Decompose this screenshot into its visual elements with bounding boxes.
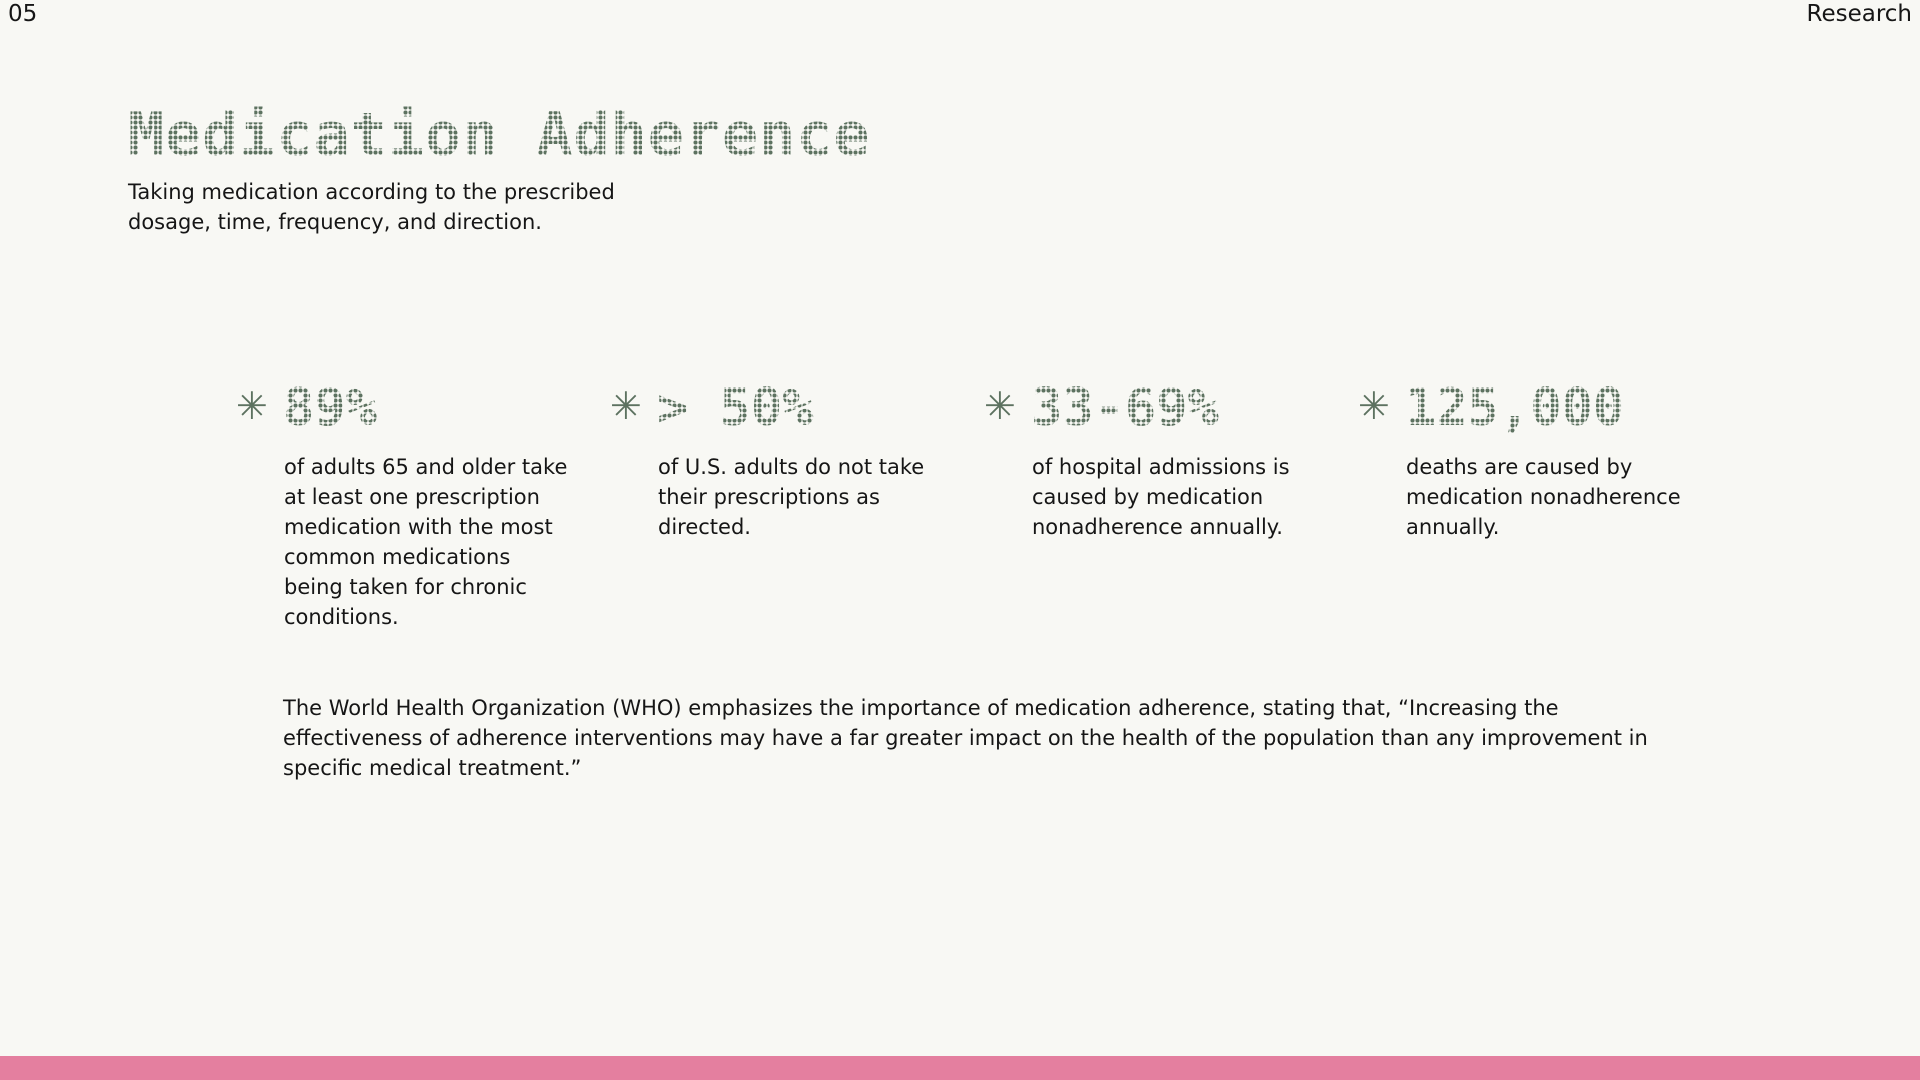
slide-number: 05 <box>8 1 38 27</box>
stats-row <box>236 378 1736 638</box>
stat-value: 89% <box>283 378 377 438</box>
page-subtitle: Taking medication according to the prescribed dosage, time, frequency, and direction. <box>128 180 615 234</box>
asterisk-icon: ✳ <box>1358 384 1390 428</box>
asterisk-icon: ✳ <box>236 384 268 428</box>
page-title: Medication Adherence <box>128 100 871 170</box>
stat-value: > 50% <box>657 378 814 438</box>
asterisk-icon: ✳ <box>610 384 642 428</box>
section-label: Research <box>1806 1 1912 27</box>
stat-value: 33-69% <box>1031 378 1219 438</box>
stat-description: of hospital admissions is caused by medication nonadherence annually. <box>1032 455 1290 539</box>
who-quote: The World Health Organization (WHO) emphasizes the importance of medication adherence, stating that, “Increasing the effectiveness of adherence interventions may have a far greater impact on the health of the population than any improvement in specific medical treatment.” <box>283 696 1648 780</box>
stat-description: of adults 65 and older take at least one prescription medication with the most common medications being taken for chronic conditions. <box>284 455 568 629</box>
stat-value: 125,000 <box>1405 378 1625 438</box>
asterisk-icon: ✳ <box>984 384 1016 428</box>
stat-description: of U.S. adults do not take their prescriptions as directed. <box>658 455 925 539</box>
bottom-accent-bar <box>0 1056 1920 1080</box>
stat-description: deaths are caused by medication nonadherence annually. <box>1406 455 1681 539</box>
